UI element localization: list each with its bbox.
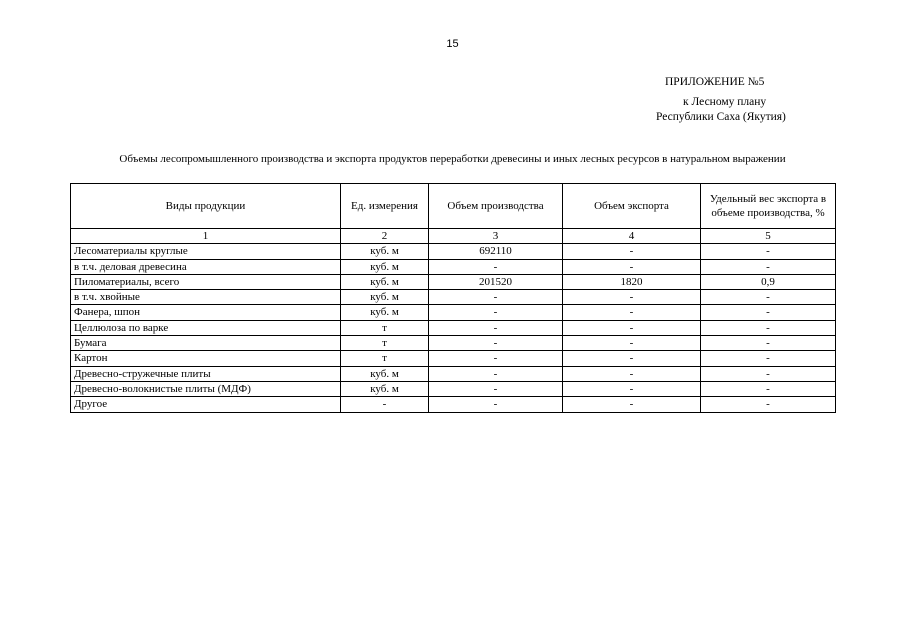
production-volume-cell: - [429, 320, 563, 335]
production-volume-cell: - [429, 366, 563, 381]
table-row [71, 244, 836, 259]
export-volume-cell: - [563, 366, 701, 381]
table-row [71, 381, 836, 396]
export-volume-cell: - [563, 397, 701, 412]
product-name-cell: Целлюлоза по варке [71, 320, 341, 335]
production-export-table [70, 183, 836, 413]
column-number: 4 [563, 229, 701, 244]
table-body [71, 229, 836, 413]
export-share-cell: - [701, 397, 836, 412]
header-export-volume: Объем экспорта [563, 184, 701, 229]
table-row [71, 336, 836, 351]
unit-cell: т [341, 320, 429, 335]
unit-cell: куб. м [341, 381, 429, 396]
product-name-cell: Другое [71, 397, 341, 412]
export-share-cell: - [701, 259, 836, 274]
header-export-share: Удельный вес экспорта в объеме производства, % [701, 184, 836, 229]
product-name-cell: Древесно-волокнистые плиты (МДФ) [71, 381, 341, 396]
product-name-cell: в т.ч. хвойные [71, 290, 341, 305]
unit-cell: куб. м [341, 259, 429, 274]
production-volume-cell: - [429, 381, 563, 396]
appendix-subtitle-line-2: Республики Саха (Якутия) [656, 111, 786, 123]
export-share-cell: - [701, 290, 836, 305]
column-number-row [71, 229, 836, 244]
product-name-cell: Картон [71, 351, 341, 366]
export-share-cell: - [701, 305, 836, 320]
export-volume-cell: - [563, 381, 701, 396]
production-volume-cell: 201520 [429, 274, 563, 289]
header-unit: Ед. измерения [341, 184, 429, 229]
column-number: 3 [429, 229, 563, 244]
export-share-cell: - [701, 366, 836, 381]
header-product-type: Виды продукции [71, 184, 341, 229]
export-volume-cell: - [563, 244, 701, 259]
export-volume-cell: - [563, 351, 701, 366]
export-volume-cell: - [563, 305, 701, 320]
table-row [71, 366, 836, 381]
column-number: 2 [341, 229, 429, 244]
appendix-title: ПРИЛОЖЕНИЕ №5 [665, 76, 765, 88]
appendix-subtitle-line-1: к Лесному плану [683, 96, 767, 108]
product-name-cell: Бумага [71, 336, 341, 351]
column-number: 1 [71, 229, 341, 244]
export-share-cell: - [701, 351, 836, 366]
unit-cell: куб. м [341, 305, 429, 320]
product-name-cell: Древесно-стружечные плиты [71, 366, 341, 381]
header-production-volume: Объем производства [429, 184, 563, 229]
table-row [71, 259, 836, 274]
product-name-cell: Фанера, шпон [71, 305, 341, 320]
unit-cell: куб. м [341, 244, 429, 259]
table-header-row [71, 184, 836, 229]
table-row [71, 305, 836, 320]
production-volume-cell: - [429, 290, 563, 305]
export-share-cell: 0,9 [701, 274, 836, 289]
production-volume-cell: - [429, 336, 563, 351]
unit-cell: т [341, 351, 429, 366]
unit-cell: куб. м [341, 290, 429, 305]
production-volume-cell: - [429, 259, 563, 274]
export-share-cell: - [701, 381, 836, 396]
unit-cell: куб. м [341, 366, 429, 381]
product-name-cell: Пиломатериалы, всего [71, 274, 341, 289]
export-share-cell: - [701, 336, 836, 351]
table-row [71, 274, 836, 289]
table-row [71, 397, 836, 412]
export-share-cell: - [701, 244, 836, 259]
product-name-cell: в т.ч. деловая древесина [71, 259, 341, 274]
export-share-cell: - [701, 320, 836, 335]
export-volume-cell: - [563, 336, 701, 351]
page-number: 15 [446, 38, 459, 50]
unit-cell: куб. м [341, 274, 429, 289]
export-volume-cell: - [563, 290, 701, 305]
production-volume-cell: 692110 [429, 244, 563, 259]
production-volume-cell: - [429, 305, 563, 320]
production-volume-cell: - [429, 351, 563, 366]
export-volume-cell: - [563, 259, 701, 274]
table-row [71, 320, 836, 335]
product-name-cell: Лесоматериалы круглые [71, 244, 341, 259]
document-title: Объемы лесопромышленного производства и экспорта продуктов переработки древесины и иных лесных ресурсов в натуральном выражении [119, 153, 786, 165]
export-volume-cell: - [563, 320, 701, 335]
export-volume-cell: 1820 [563, 274, 701, 289]
table-row [71, 351, 836, 366]
production-volume-cell: - [429, 397, 563, 412]
unit-cell: - [341, 397, 429, 412]
table-row [71, 290, 836, 305]
unit-cell: т [341, 336, 429, 351]
column-number: 5 [701, 229, 836, 244]
